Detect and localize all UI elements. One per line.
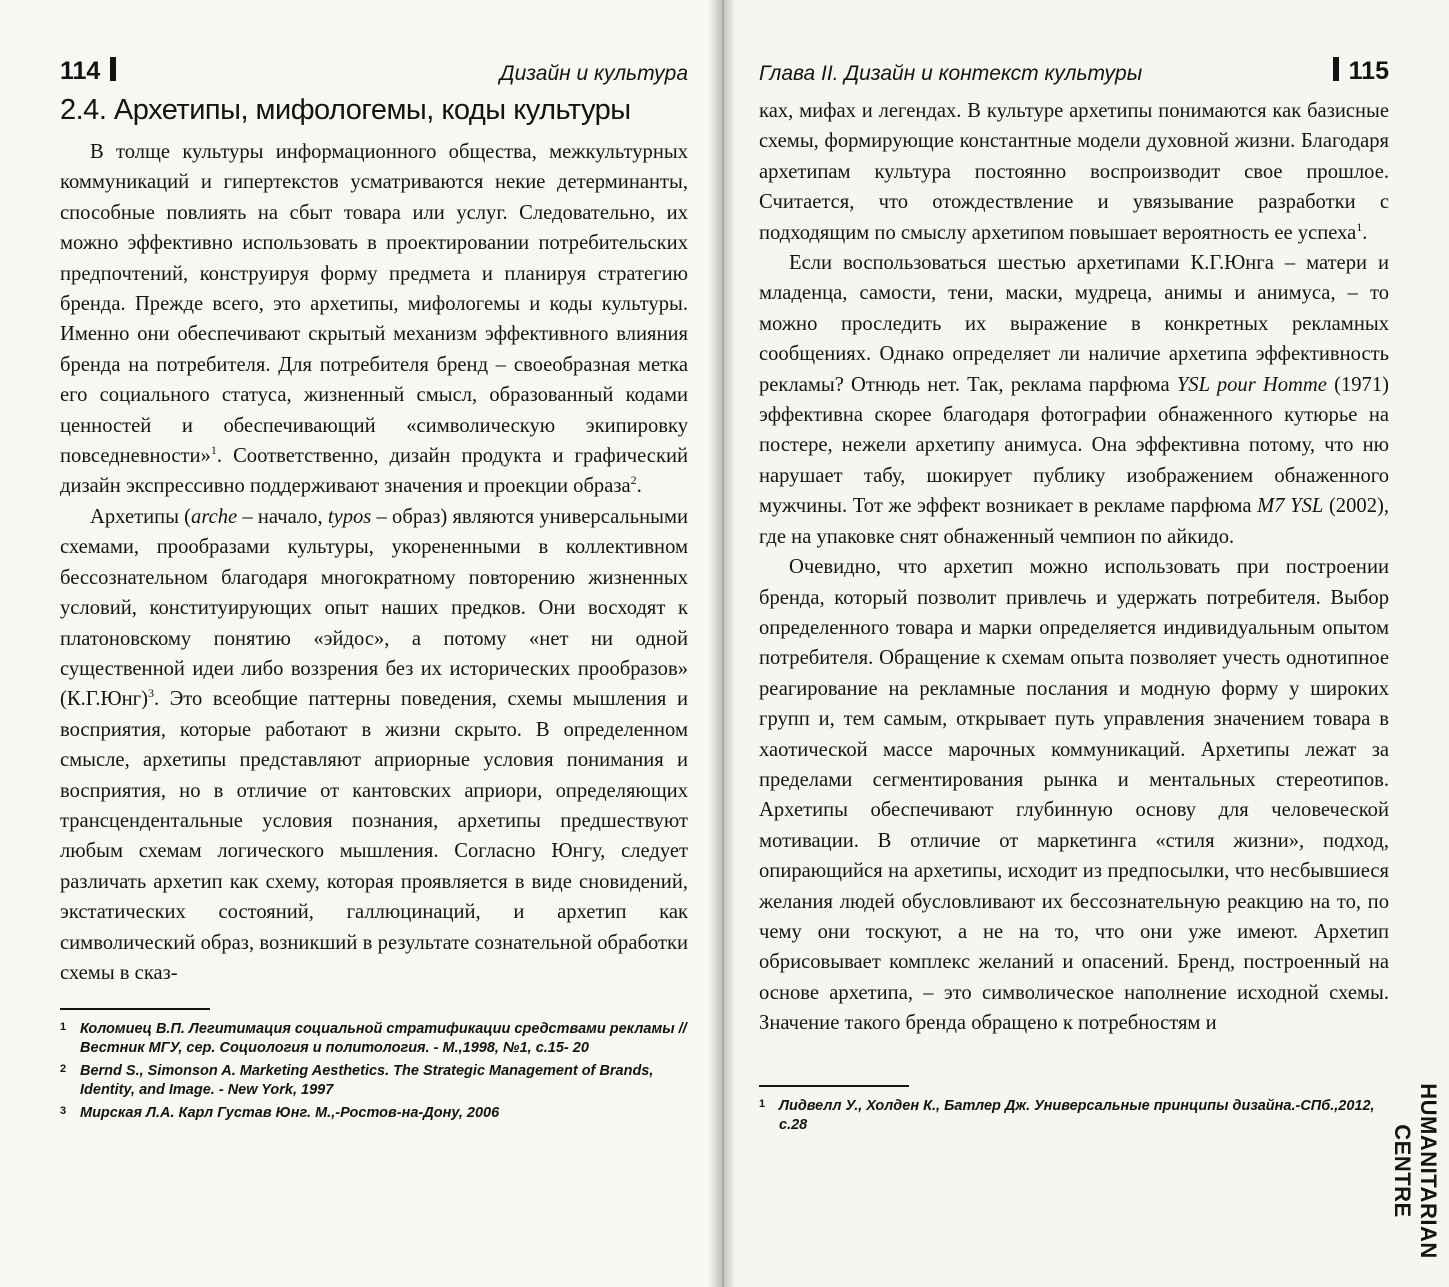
text-run: Если воспользоваться шестью архетипами К.Г.Юнга – матери и младенца, самости, тени, маски, мудреца, анимы и анимуса, – то можно проследить их выражение в конкретных рекламных сообщениях. Однако определяет ли наличие архетипа эффективность рекламы? Отнюдь нет. Так, реклама парфюма: [759, 252, 1389, 396]
footnote-marker: 3: [147, 686, 154, 701]
footnote: [60, 1018, 688, 1058]
text-run: Архетипы (: [90, 505, 192, 528]
footnote-rule: [759, 1085, 909, 1087]
text-run: . Это всеобщие паттерны поведения, схемы мышления и восприятия, которые работают в жизни скрыто. В определенном смысле, архетипы представляют априорные условия понимания и восприятия, но в отличие от кантовских априори, определяющих трансцендентальные условия познания, архетипы предшествуют любым схемам логического мышления. Согласно Юнгу, следует различать архетип как схему, которая проявляется в виде сновидений, экстатических состояний, галлюцинаций, и архетип как символический образ, возникший в результате сознательной обработки схемы в сказ-: [60, 688, 688, 984]
right-footnotes: [759, 1095, 1389, 1135]
footnote-marker: 1: [1356, 219, 1363, 234]
italic-term: M7 YSL: [1257, 495, 1324, 518]
paragraph: [759, 96, 1389, 248]
footnote-rule: [60, 1008, 210, 1010]
footnote-number: 3: [60, 1105, 67, 1118]
italic-term: typos: [327, 505, 372, 528]
page-number-bar: [110, 57, 116, 81]
footnote: [60, 1060, 688, 1100]
footnote-number: 1: [759, 1097, 766, 1110]
page-number-left: 114: [60, 57, 101, 85]
left-header: [60, 32, 688, 86]
left-page: [0, 0, 722, 1287]
paragraph: [759, 248, 1389, 552]
text-run: – начало,: [237, 505, 328, 528]
paragraph: [60, 502, 688, 989]
text-run: В толще культуры информационного общества, межкультурных коммуникаций и гипертекстов усматриваются некие детерминанты, способные повлиять на сбыт товара или услуг. Следовательно, их можно эффективно использовать в проектировании потребительских предпочтений, конструируя форму предмета и планируя стратегию бренда. Прежде всего, это архетипы, мифологемы и коды культуры. Именно они обеспечивают скрытый механизм эффективного влияния бренда на потребителя. Для потребителя бренд – своеобразная метка его социального статуса, жизненный смысл, образованный кодами ценностей и обеспечивающий «символическую экипировку повседневности»: [60, 141, 688, 468]
section-title: 2.4. Архетипы, мифологемы, коды культуры: [60, 94, 631, 126]
side-label: [1390, 1005, 1441, 1285]
footnote-number: 2: [60, 1063, 67, 1076]
text-run: .: [636, 475, 642, 498]
book-gutter: [708, 0, 736, 1287]
left-footnotes: [60, 1018, 688, 1123]
right-header: [759, 32, 1389, 86]
footnote-text: Лидвелл У., Холден К., Батлер Дж. Универсальные принципы дизайна.-СПб.,2012, с.28: [779, 1097, 1375, 1133]
footnote-number: 1: [60, 1021, 67, 1034]
page-number-bar: [1333, 57, 1339, 81]
footnote: [60, 1102, 688, 1123]
italic-term: YSL pour Homme: [1176, 373, 1327, 396]
right-body-text: [759, 96, 1389, 1039]
text-run: . Соответственно, дизайн продукта и графический дизайн экспрессивно поддерживают значения и проекции образа: [60, 445, 688, 498]
footnote-text: Коломиец В.П. Легитимация социальной стратификации средствами рекламы // Вестник МГУ, сер. Социология и политология. - М.,1998, №1, с.15- 20: [80, 1021, 687, 1057]
text-run: (1971) эффективна скорее благодаря фотографии обнаженного кутюрье на постере, нежели архетипу анимуса. Она эффективна потому, что ню нарушает табу, шокирует публику изображением обнаженного мужчины. Тот же эффект возникает в рекламе парфюма: [759, 373, 1389, 518]
footnote-marker: 1: [210, 443, 217, 458]
right-page: [724, 0, 1449, 1287]
left-body-text: [60, 137, 688, 988]
footnote-text: Мирская Л.А. Карл Густав Юнг. М.,-Ростов-на-Дону, 2006: [80, 1105, 500, 1122]
page-number-right: 115: [1348, 57, 1389, 85]
side-label-text: HUMANITARIAN CENTRE: [1390, 1083, 1441, 1259]
text-run: – образ) являются универсальными схемами, прообразами культуры, укорененными в коллективном бессознательном благодаря многократному повторению жизненных условий, конституирующих опыт наших предков. Они восходят к платоновскому понятию «эйдос», а потому «нет ни одной существенной идеи либо воззрения без их исторических прообразов» (К.Г.Юнг): [60, 505, 688, 711]
text-run: ках, мифах и легендах. В культуре архетипы понимаются как базисные схемы, формирующие константные модели духовной жизни. Благодаря архетипам культура постоянно воспроизводит свое прошлое. Считается, что отождествление и увязывание разработки с подходящим по смыслу архетипом повышает вероятность ее успеха: [759, 100, 1389, 244]
footnote: [759, 1095, 1389, 1135]
paragraph: [759, 552, 1389, 1039]
text-run: .: [1362, 221, 1368, 244]
running-head-right: Глава II. Дизайн и контекст культуры: [759, 62, 1143, 85]
running-head-left: Дизайн и культура: [499, 62, 688, 85]
text-run: (2002), где на упаковке снят обнаженный чемпион по айкидо.: [759, 495, 1390, 548]
footnote-text: Bernd S., Simonson A. Marketing Aesthetics. The Strategic Management of Brands, Identity, and Image. - New York, 1997: [80, 1063, 654, 1099]
footnote-marker: 2: [630, 473, 637, 488]
text-run: Очевидно, что архетип можно использовать при построении бренда, который позволит привлечь и удержать потребителя. Выбор определенного товара и марки определяется индивидуальным опытом потребителя. Обращение к схемам опыта позволяет учесть однотипное реагирование на рекламные послания и модную форму у широких групп и, тем самым, открывает путь управления значением товара в хаотической массе марочных коммуникаций. Архетипы лежат за пределами сегментирования рынка и ментальных стереотипов. Архетипы обеспечивают глубинную основу для человеческой мотивации. В отличие от маркетинга «стиля жизни», подход, опирающийся на архетипы, исходит из предпосылки, что несбывшиеся желания людей обусловливают их бессознательную реакцию на то, по чему они тоскуют, а не на то, что они уже имеют. Архетип обрисовывает комплекс желаний и опасений. Бренд, построенный на основе архетипа, – это символическое наполнение исходной схемы. Значение такого бренда обращено к потребностям и: [759, 556, 1389, 1035]
paragraph: [60, 137, 688, 502]
italic-term: arche: [191, 505, 238, 528]
